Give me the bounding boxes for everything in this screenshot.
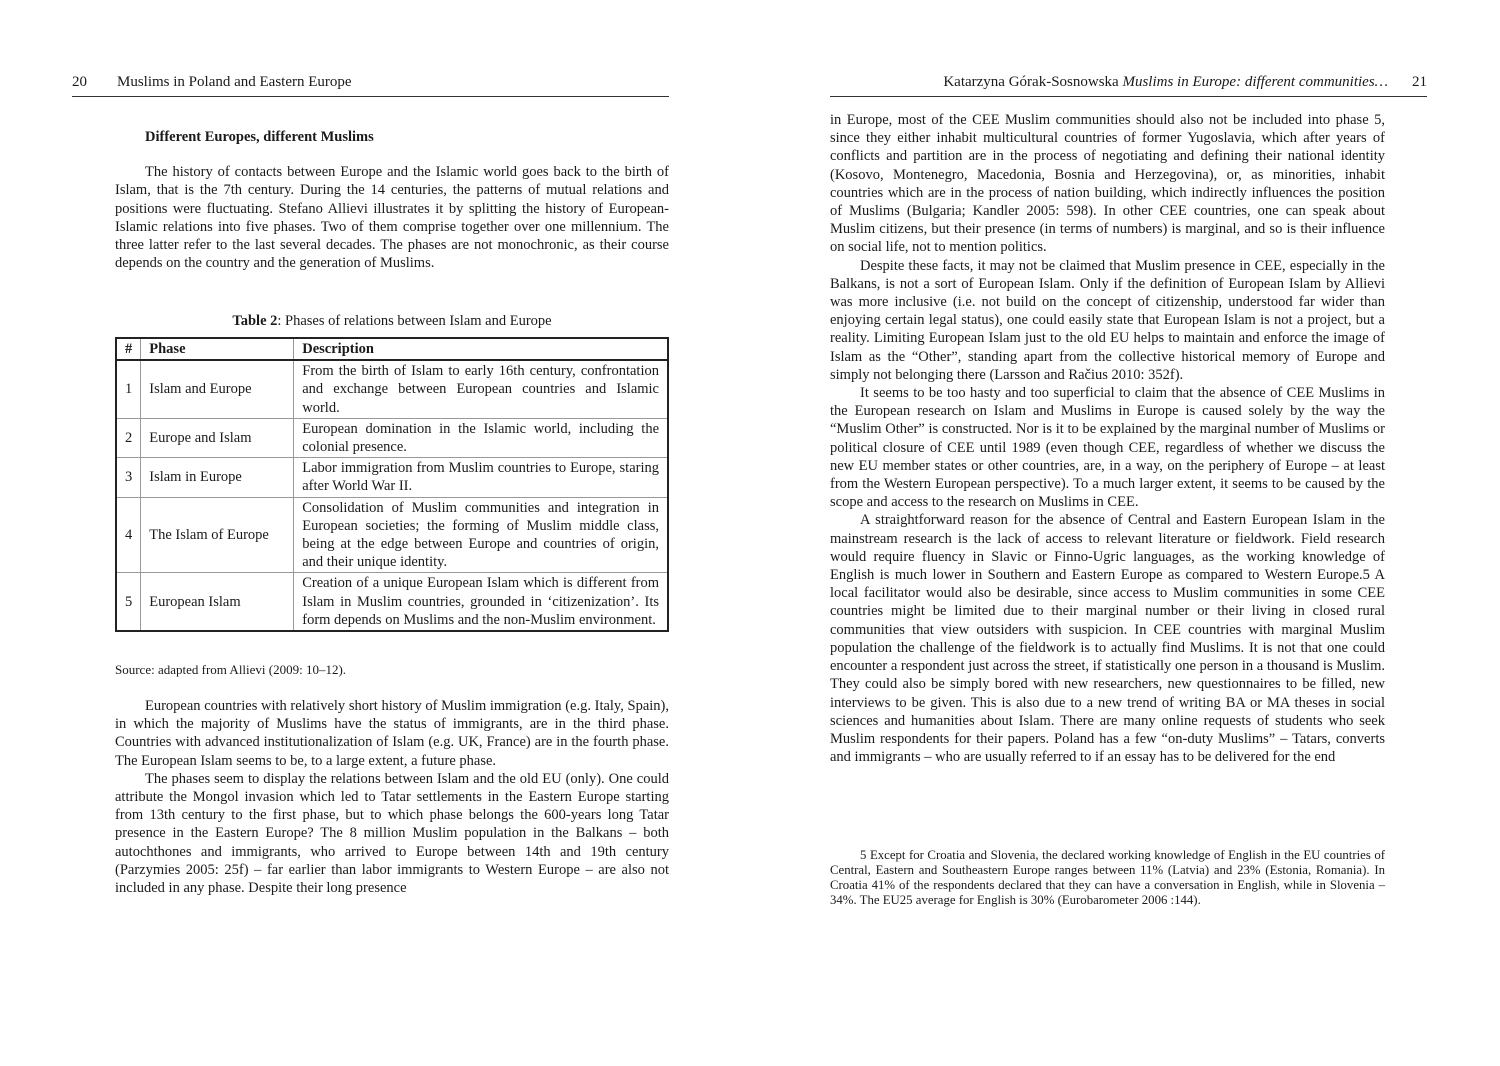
table-row — [116, 360, 668, 418]
paragraph: It seems to be too hasty and too superficial to claim that the absence of CEE Muslims in the European research on Islam and Muslims in Europe is caused solely by the way the “Muslim Other” is constructed. Nor is it to be explained by the marginal number of Muslims or political closure of CEE until 1989 (even though CEE, regardless of whether we discuss the new EU member states or other countries, are, in a way, on the periphery of Europe – at least from the Western European perspective). To a much larger extent, it seems to be caused by the scope and access to the research on Muslims in CEE. — [830, 385, 1385, 511]
page-number-left: 20 — [72, 74, 87, 90]
row-description: From the birth of Islam to early 16th century, confrontation and exchange between European countries and Islamic world. — [294, 360, 668, 418]
phases-table — [115, 337, 669, 632]
row-phase: Europe and Islam — [141, 418, 294, 457]
section-heading: Different Europes, different Muslims — [145, 129, 374, 145]
paragraph: European countries with relatively short history of Muslim immigration (e.g. Italy, Spain), in which the majority of Muslims have the status of immigrants, are in the third phase. Countries with advanced institutionalization of Islam (e.g. UK, France) are in the fourth phase. The European Islam seems to be, to a large extent, a future phase. — [115, 698, 669, 769]
table-caption-label: Table 2 — [232, 313, 278, 329]
running-head-title: Muslims in Poland and Eastern Europe — [117, 74, 352, 90]
row-description: Consolidation of Muslim communities and integration in European societies; the forming of Muslim middle class, being at the edge between Europe and countries of origin, and their unique identity. — [294, 497, 668, 573]
right-page — [750, 0, 1500, 1066]
paragraph: The phases seem to display the relations between Islam and the old EU (only). One could attribute the Mongol invasion which led to Tatar settlements in the Eastern Europe starting from 13th century to the first phase, but to which phase belongs the 600-years long Tatar presence in the Eastern Europe? The 8 million Muslim population in the Balkans – both autochthones and immigrants, who arrived to Europe between 14th and 19th century (Parzymies 2005: 25f) – far earlier than labor immigrants to Western Europe – are also not included in any phase. Despite their long presence — [115, 770, 669, 897]
running-head-right — [830, 72, 1427, 97]
row-num: 3 — [116, 458, 141, 497]
footnote-number: 5 — [860, 848, 867, 862]
left-body-text — [115, 697, 669, 897]
table-row — [116, 418, 668, 457]
paragraph: in Europe, most of the CEE Muslim communities should also not be included into phase 5, since they either inhabit multicultural countries of former Yugoslavia, which after years of conflicts and partition are in the process of negotiating and defining their national identity (Kosovo, Montenegro, Macedonia, Bosnia and Herzegovina), or, as minorities, inhabit countries which are in the process of nation building, which indirectly influences the position of Muslims (Bulgaria; Kandler 2005: 598). In other CEE countries, one can speak about Muslim citizens, but their presence (in terms of numbers) is marginal, and so is their influence on social life, not to mention politics. — [830, 112, 1385, 256]
row-phase: Islam in Europe — [141, 458, 294, 497]
table-caption — [115, 312, 669, 330]
running-head-chapter-title: Muslims in Europe: different communities… — [1122, 74, 1388, 90]
paragraph: A straightforward reason for the absence of Central and Eastern European Islam in the mainstream research is the lack of access to relevant literature or fieldwork. Field research would require fluency in Slavic or Finno-Ugric languages, as the working knowledge of English is much lower in Southern and Eastern Europe as compared to Western Europe.5 A local facilitator would also be desirable, since access to Muslim communities in some CEE countries might be limited due to their marginal number or their living in closed rural communities that view outsiders with suspicion. In CEE countries with marginal Muslim population the challenge of the fieldwork is to actually find Muslims. It is not that one could encounter a respondent just across the street, if statistically one person in a thousand is Muslim. They could also be simply bored with new researchers, new questionnaires to be filled, new interviews to be given. This is also due to a new trend of writing BA or MA theses in social sciences and humanities about Islam. There are many online requests of students who seek Muslim respondents for their papers. Poland has a few “on-duty Muslims” – Tatars, converts and immigrants – who are usually referred to if an essay has to be delivered for the end — [830, 512, 1385, 766]
row-num: 4 — [116, 497, 141, 573]
table-header-row — [116, 338, 668, 360]
table-row — [116, 573, 668, 631]
row-description: Creation of a unique European Islam which is different from Islam in Muslim countries, grounded in ‘citizenization’. Its form depends on Muslims and the non-Muslim environment. — [294, 573, 668, 631]
table-source: Source: adapted from Allievi (2009: 10–12). — [115, 662, 347, 677]
footnote — [830, 848, 1385, 908]
row-num: 1 — [116, 360, 141, 418]
header-phase: Phase — [141, 338, 294, 360]
row-description: European domination in the Islamic world, including the colonial presence. — [294, 418, 668, 457]
running-head-author: Katarzyna Górak-Sosnowska — [943, 74, 1119, 90]
page-number-right: 21 — [1412, 74, 1427, 90]
right-body-text — [830, 111, 1385, 766]
intro-paragraph: The history of contacts between Europe and the Islamic world goes back to the birth of Islam, that is the 7th century. During the 14 centuries, the patterns of mutual relations and positions were fluctuating. Stefano Allievi illustrates it by splitting the history of European-Islamic relations into five phases. Two of them comprise together over one millennium. The three latter refer to the last several decades. The phases are not monochronic, as their course depends on the country and the generation of Muslims. — [115, 164, 669, 272]
row-phase: European Islam — [141, 573, 294, 631]
footnote-text: Except for Croatia and Slovenia, the declared working knowledge of English in the EU countries of Central, Eastern and Southeastern Europe ranges between 11% (Latvia) and 23% (Estonia, Romania). In Croatia 41% of the respondents declared that they can have a conversation in English, while in Slovenia – 34%. The EU25 average for English is 30% (Eurobarometer 2006 :144). — [830, 848, 1386, 907]
header-num: # — [116, 338, 141, 360]
row-num: 5 — [116, 573, 141, 631]
table-caption-text: : Phases of relations between Islam and Europe — [277, 313, 552, 329]
header-description: Description — [294, 338, 668, 360]
left-intro-text — [115, 128, 669, 272]
row-phase: Islam and Europe — [141, 360, 294, 418]
running-head-left — [72, 72, 669, 97]
paragraph: Despite these facts, it may not be claimed that Muslim presence in CEE, especially in the Balkans, is not a sort of European Islam. Only if the definition of European Islam by Allievi was more inclusive (i.e. not build on the concept of citizenship, understood far wider than enjoying certain legal status), one could easily state that European Islam is not a project, but a reality. Limiting European Islam just to the old EU helps to maintain and enforce the image of Islam as the “Other”, standing apart from the collective historical memory of Europe and simply not belonging there (Larsson and Račius 2010: 352f). — [830, 257, 1385, 383]
row-phase: The Islam of Europe — [141, 497, 294, 573]
row-num: 2 — [116, 418, 141, 457]
row-description: Labor immigration from Muslim countries to Europe, staring after World War II. — [294, 458, 668, 497]
table-row — [116, 497, 668, 573]
table-row — [116, 458, 668, 497]
